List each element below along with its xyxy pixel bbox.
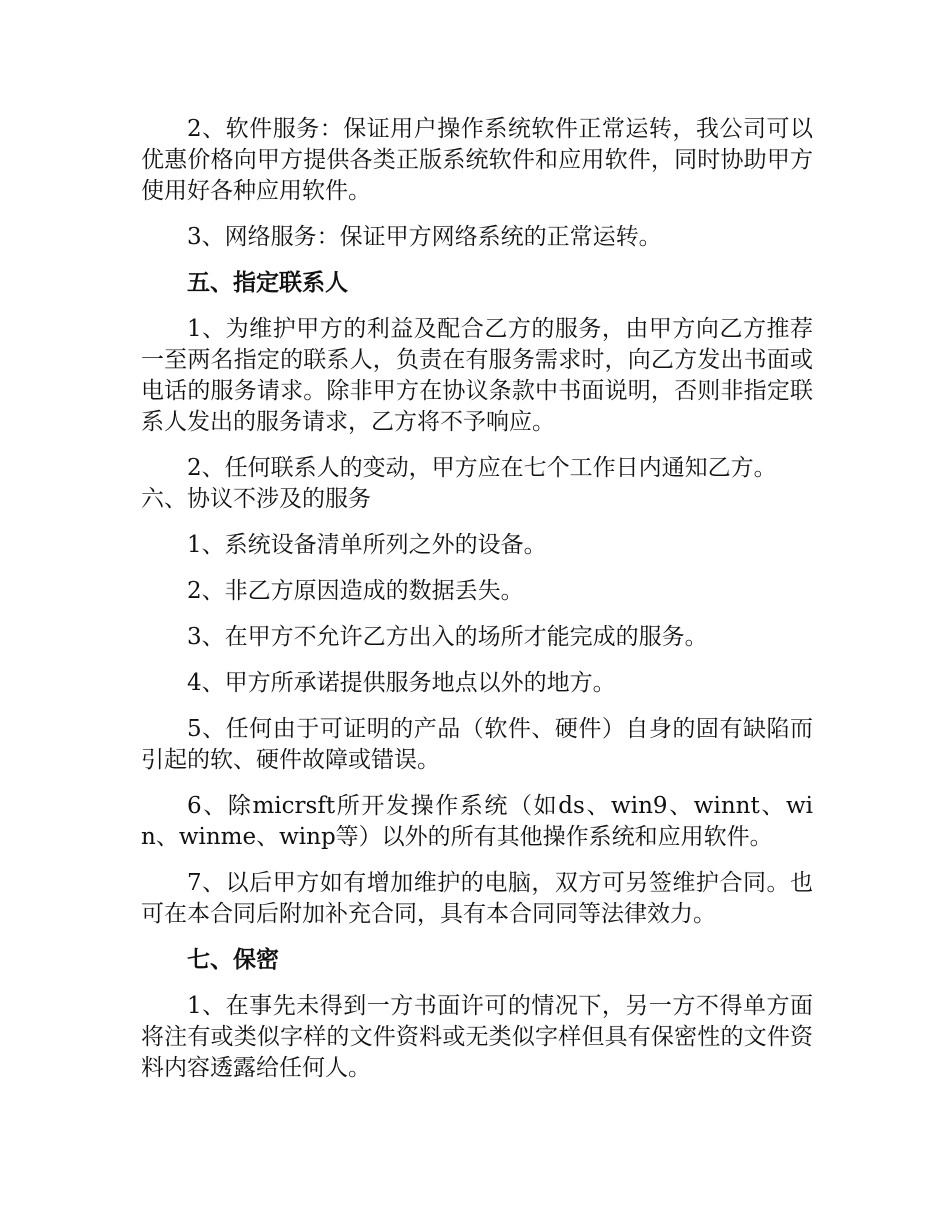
clause-confidentiality-1: 1、在事先未得到一方书面许可的情况下，另一方不得单方面将注有或类似字样的文件资料或无类似字样但具有保密性的文件资料内容透露给任何人。 (141, 993, 813, 1081)
clause-excluded-5: 5、任何由于可证明的产品（软件、硬件）自身的固有缺陷而引起的软、硬件故障或错误。 (141, 716, 813, 773)
clause-excluded-3: 3、在甲方不允许乙方出入的场所才能完成的服务。 (187, 624, 708, 650)
clause-excluded-1: 1、系统设备清单所列之外的设备。 (187, 532, 547, 558)
clause-contact-person-1: 1、为维护甲方的利益及配合乙方的服务，由甲方向乙方推荐一至两名指定的联系人，负责在有服务需求时，向乙方发出书面或电话的服务请求。除非甲方在协议条款中书面说明，否则非指定联系人发出的服务请求，乙方将不予响应。 (141, 316, 813, 435)
document-body (141, 114, 813, 1099)
section-heading-contact-person: 五、指定联系人 (187, 270, 348, 296)
section-heading-confidentiality: 七、保密 (187, 947, 279, 973)
clause-excluded-4: 4、甲方所承诺提供服务地点以外的地方。 (187, 670, 616, 696)
clause-network-service: 3、网络服务：保证甲方网络系统的正常运转。 (187, 224, 662, 250)
section-heading-excluded-services: 六、协议不涉及的服务 (141, 486, 371, 512)
clause-excluded-7: 7、以后甲方如有增加维护的电脑，双方可另签维护合同。也可在本合同后附加补充合同，具有本合同同等法律效力。 (141, 870, 813, 927)
clause-excluded-6: 6、除micrsft所开发操作系统（如ds、win9、winnt、win、winme、winp等）以外的所有其他操作系统和应用软件。 (141, 793, 813, 850)
clause-contact-person-2: 2、任何联系人的变动，甲方应在七个工作日内通知乙方。 (187, 455, 777, 481)
clause-excluded-2: 2、非乙方原因造成的数据丢失。 (187, 578, 524, 604)
clause-software-service: 2、软件服务：保证用户操作系统软件正常运转，我公司可以优惠价格向甲方提供各类正版系统软件和应用软件，同时协助甲方使用好各种应用软件。 (141, 116, 813, 204)
